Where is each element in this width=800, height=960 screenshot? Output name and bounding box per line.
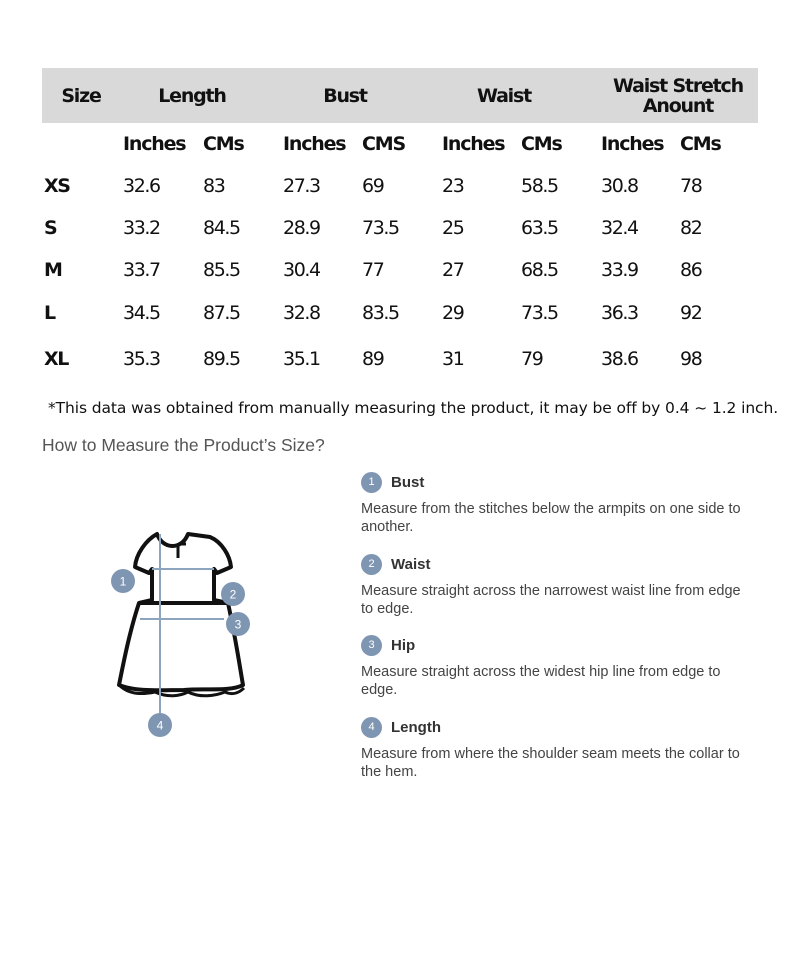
header-waist: Waist (476, 85, 531, 107)
table-row (0, 302, 800, 332)
cell-waist-inches: 25 (442, 217, 464, 239)
header-bust: Bust (323, 85, 367, 107)
number-badge-icon: 1 (361, 472, 382, 493)
instruction-bust (361, 471, 761, 536)
subheader-bust-cms: CMS (362, 133, 405, 155)
cell-bust-inches: 28.9 (283, 217, 320, 239)
dress-outline (119, 534, 243, 690)
cell-bust-cms: 77 (362, 259, 384, 281)
subheader-stretch-cms: CMs (680, 133, 721, 155)
cell-stretch-cms: 98 (680, 348, 702, 370)
header-length: Length (158, 85, 226, 107)
cell-bust-cms: 83.5 (362, 302, 399, 324)
subheader-stretch-inches: Inches (601, 133, 664, 155)
row-size: XL (44, 348, 68, 370)
table-row (0, 259, 800, 289)
row-size: XS (44, 175, 70, 197)
instruction-title: Hip (391, 636, 416, 654)
cell-waist-cms: 58.5 (521, 175, 558, 197)
row-size: L (44, 302, 55, 324)
instruction-hip (361, 634, 761, 699)
subheader-length-cms: CMs (203, 133, 244, 155)
cell-stretch-inches: 32.4 (601, 217, 638, 239)
marker-2-icon (221, 582, 245, 606)
cell-waist-inches: 31 (442, 348, 464, 370)
dress-diagram (100, 520, 270, 750)
row-size: S (44, 217, 57, 239)
instruction-text: Measure straight across the narrowest waist line from edge to edge. (361, 583, 741, 617)
cell-length-inches: 33.7 (123, 259, 160, 281)
instruction-waist (361, 553, 761, 618)
cell-waist-cms: 63.5 (521, 217, 558, 239)
svg-text:4: 4 (156, 718, 164, 733)
instruction-text: Measure from the stitches below the armpits on one side to another. (361, 501, 741, 535)
cell-stretch-inches: 33.9 (601, 259, 638, 281)
marker-3-icon (226, 612, 250, 636)
instruction-title: Waist (391, 555, 431, 573)
cell-stretch-inches: 30.8 (601, 175, 638, 197)
svg-text:3: 3 (234, 617, 242, 632)
instruction-header (361, 471, 761, 493)
cell-waist-cms: 68.5 (521, 259, 558, 281)
instruction-title: Bust (391, 473, 425, 491)
subheader-waist-inches: Inches (442, 133, 505, 155)
cell-stretch-inches: 38.6 (601, 348, 638, 370)
cell-waist-inches: 29 (442, 302, 464, 324)
cell-waist-inches: 23 (442, 175, 464, 197)
cell-waist-cms: 73.5 (521, 302, 558, 324)
cell-length-inches: 32.6 (123, 175, 160, 197)
number-badge-icon: 3 (361, 635, 382, 656)
table-row (0, 348, 800, 378)
instruction-text: Measure straight across the widest hip line from edge to edge. (361, 664, 721, 698)
subheader-length-inches: Inches (123, 133, 186, 155)
cell-length-cms: 84.5 (203, 217, 240, 239)
cell-stretch-cms: 92 (680, 302, 702, 324)
cell-stretch-inches: 36.3 (601, 302, 638, 324)
header-size: Size (61, 85, 101, 107)
header-waist-stretch (610, 76, 746, 116)
svg-text:1: 1 (119, 574, 127, 589)
cell-waist-inches: 27 (442, 259, 464, 281)
number-badge-icon: 2 (361, 554, 382, 575)
cell-bust-inches: 30.4 (283, 259, 320, 281)
instruction-title: Length (391, 718, 441, 736)
instruction-text: Measure from where the shoulder seam meets the collar to the hem. (361, 746, 740, 780)
instruction-header (361, 634, 761, 656)
cell-stretch-cms: 82 (680, 217, 702, 239)
svg-text:2: 2 (229, 587, 237, 602)
cell-bust-inches: 32.8 (283, 302, 320, 324)
instruction-header (361, 553, 761, 575)
collar-icon (178, 544, 186, 558)
instruction-length (361, 716, 761, 781)
header-waist-stretch-line2: Anount (642, 95, 714, 117)
cell-bust-cms: 69 (362, 175, 384, 197)
number-badge-icon: 4 (361, 717, 382, 738)
measurement-note: *This data was obtained from manually measuring the product, it may be off by 0.4 ~ 1.2 inch. (48, 399, 779, 417)
cell-stretch-cms: 86 (680, 259, 702, 281)
table-row (0, 217, 800, 247)
cell-length-cms: 85.5 (203, 259, 240, 281)
subheader-waist-cms: CMs (521, 133, 562, 155)
marker-1-icon (111, 569, 135, 593)
cell-length-inches: 34.5 (123, 302, 160, 324)
cell-bust-cms: 89 (362, 348, 384, 370)
subheader-bust-inches: Inches (283, 133, 346, 155)
row-size: M (44, 259, 62, 281)
cell-length-inches: 35.3 (123, 348, 160, 370)
cell-bust-inches: 27.3 (283, 175, 320, 197)
header-waist-stretch-line1: Waist Stretch (613, 75, 743, 97)
cell-bust-inches: 35.1 (283, 348, 320, 370)
how-to-measure-title: How to Measure the Product’s Size? (42, 435, 325, 455)
cell-waist-cms: 79 (521, 348, 543, 370)
marker-4-icon (148, 713, 172, 737)
cell-length-cms: 89.5 (203, 348, 240, 370)
cell-length-cms: 83 (203, 175, 225, 197)
cell-length-cms: 87.5 (203, 302, 240, 324)
instruction-header (361, 716, 761, 738)
table-row (0, 175, 800, 205)
cell-stretch-cms: 78 (680, 175, 702, 197)
cell-length-inches: 33.2 (123, 217, 160, 239)
cell-bust-cms: 73.5 (362, 217, 399, 239)
